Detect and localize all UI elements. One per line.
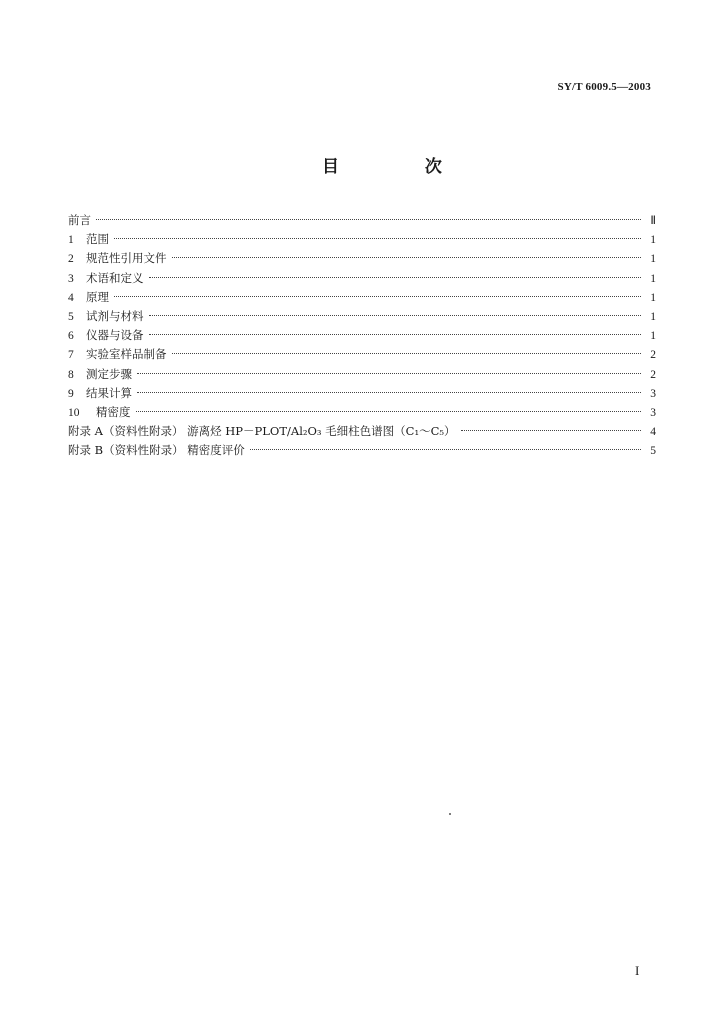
toc-entry-page: 1 [650,234,656,247]
toc-entry-2[interactable] [68,249,656,268]
toc-entry-page: 1 [650,310,656,323]
toc-entry-label: 结果计算 [86,385,132,400]
toc-entry-page: Ⅱ [650,215,656,227]
toc-entry-page: 3 [650,406,656,419]
toc-entry-number: 3 [68,272,74,285]
toc-entry-number: 2 [68,253,74,266]
toc-entry-1[interactable] [68,230,656,249]
toc-entry-8[interactable] [68,365,656,384]
toc-entry-page: 3 [650,387,656,400]
document-code: SY/T 6009.5—2003 [557,81,651,93]
toc-leader-dots [136,411,642,412]
toc-leader-dots [149,315,642,316]
toc-entry-label: 精密度 [96,404,131,419]
toc-entry-label: 试剂与材料 [86,308,144,323]
toc-entry-label: 范围 [86,232,109,247]
toc-entry-9[interactable] [68,384,656,403]
toc-entry-6[interactable] [68,326,656,345]
toc-leader-dots [114,238,641,239]
scan-speck [449,813,451,815]
toc-entry-number: 5 [68,310,74,323]
toc-entry-label: 附录 B（资料性附录） 精密度评价 [68,443,245,458]
toc-entry-label: 实验室样品制备 [86,347,167,362]
toc-leader-dots [137,392,641,393]
toc-leader-dots [172,257,642,258]
toc-entry-page: 5 [650,445,656,458]
toc-entry-page: 1 [650,291,656,304]
toc-entry-number: 10 [68,406,80,419]
toc-entry-label: 规范性引用文件 [86,251,167,266]
toc-entry-page: 2 [650,349,656,362]
toc-entry-page: 1 [650,272,656,285]
toc-leader-dots [250,449,641,450]
toc-entry-appendix-a[interactable] [68,422,656,441]
toc-entry-3[interactable] [68,269,656,288]
toc-leader-dots [149,277,642,278]
toc-entry-4[interactable] [68,288,656,307]
toc-leader-dots [137,373,641,374]
toc-entry-number: 7 [68,349,74,362]
toc-entry-label: 仪器与设备 [86,328,144,343]
toc-entry-label: 前言 [68,213,91,227]
toc-entry-10[interactable] [68,403,656,422]
toc-leader-dots [172,353,642,354]
page-number: I [635,963,640,978]
toc-entry-label: 术语和定义 [86,270,144,285]
toc-entry-page: 4 [650,426,656,439]
table-of-contents [68,211,656,460]
page-title: 目 次 [322,157,482,177]
toc-entry-label: 附录 A（资料性附录） 游离烃 HP－PLOT/Al₂O₃ 毛细柱色谱图（C₁～C₅） [68,424,456,439]
toc-entry-number: 6 [68,330,74,343]
toc-entry-number: 4 [68,291,74,304]
toc-leader-dots [114,296,641,297]
toc-entry-number: 8 [68,368,74,381]
toc-entry-7[interactable] [68,345,656,364]
toc-entry-label: 测定步骤 [86,366,132,381]
toc-entry-page: 2 [650,368,656,381]
toc-entry-page: 1 [650,330,656,343]
toc-entry-number: 1 [68,234,74,247]
toc-entry-5[interactable] [68,307,656,326]
toc-leader-dots [149,334,642,335]
toc-entry-foreword[interactable] [68,211,656,230]
toc-entry-number: 9 [68,387,74,400]
toc-entry-appendix-b[interactable] [68,441,656,460]
toc-entry-page: 1 [650,253,656,266]
toc-leader-dots [461,430,642,431]
toc-entry-label: 原理 [86,289,109,304]
toc-leader-dots [96,219,641,220]
